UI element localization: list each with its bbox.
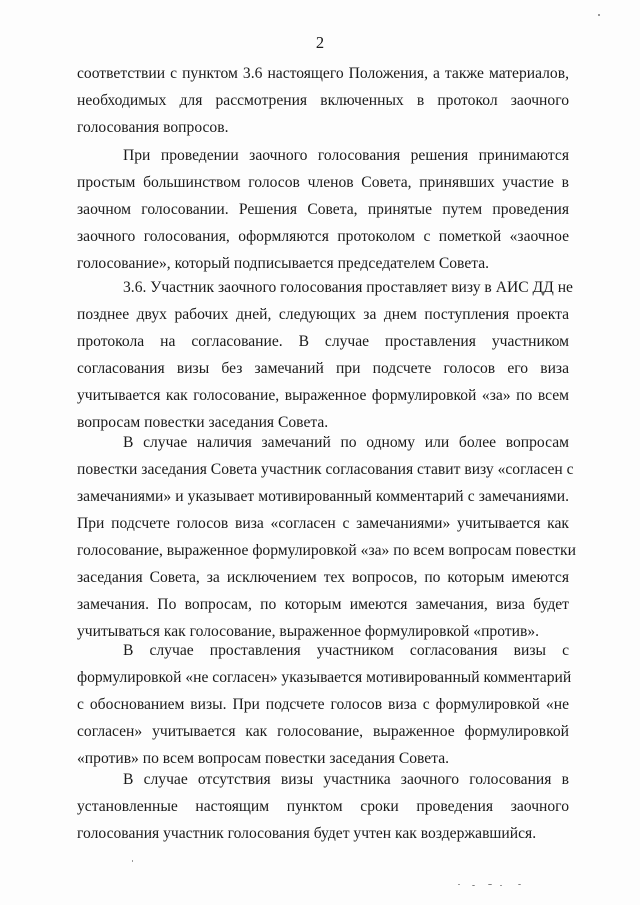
text-line: «против» по всем вопросам повестки заседания Совета. <box>77 750 450 767</box>
scan-speck <box>500 885 502 886</box>
text-line: заочного голосования, оформляются протоколом с пометкой «заочное <box>77 228 569 245</box>
text-line: заочном голосовании. Решения Совета, принятые путем проведения <box>77 201 569 218</box>
text-line: голосования вопросов. <box>77 119 229 136</box>
text-line: установленные настоящим пунктом сроки проведения заочного <box>77 798 569 815</box>
text-line: В случае отсутствия визы участника заочного голосования в <box>123 771 569 788</box>
text-line: необходимых для рассмотрения включенных в протокол заочного <box>77 92 569 109</box>
text-line: соответствии с пунктом 3.6 настоящего Положения, а также материалов, <box>77 65 569 82</box>
text-line: 3.6. Участник заочного голосования проставляет визу в АИС ДД не <box>123 279 573 296</box>
scan-speck <box>488 884 492 885</box>
text-line: с обоснованием визы. При подсчете голосов виза с формулировкой «не <box>77 696 569 713</box>
text-line: согласования визы без замечаний при подсчете голосов его виза <box>77 360 569 377</box>
text-line: позднее двух рабочих дней, следующих за днем поступления проекта <box>77 306 569 323</box>
scan-speck <box>458 884 460 885</box>
text-line: простым большинством голосов членов Совета, принявших участие в <box>77 174 569 191</box>
paragraph-continuation <box>77 60 569 141</box>
paragraph-clause-3-6 <box>77 274 573 436</box>
text-line: формулировкой «не согласен» указывается мотивированный комментарий <box>77 669 572 686</box>
text-line: При подсчете голосов виза «согласен с замечаниями» учитывается как <box>77 515 569 532</box>
paragraph-decisions <box>77 142 569 277</box>
text-line: замечаниями» и указывает мотивированный комментарий с замечаниями. <box>77 488 569 505</box>
scan-speck <box>132 860 133 862</box>
text-line: голосования участник голосования будет учтен как воздержавшийся. <box>77 825 537 842</box>
text-line: вопросам повестки заседания Совета. <box>77 414 329 431</box>
text-line: учитывается как голосование, выраженное формулировкой «за» по всем <box>77 387 569 404</box>
scan-speck <box>598 14 600 16</box>
paragraph-abstained <box>77 766 569 847</box>
paragraph-remarks <box>77 429 576 645</box>
text-line: В случае наличия замечаний по одному или более вопросам <box>123 434 569 451</box>
text-line: заседания Совета, за исключением тех вопросов, по которым имеются <box>77 569 569 586</box>
scan-speck <box>472 885 475 886</box>
text-line: учитываться как голосование, выраженное формулировкой «против». <box>77 623 540 640</box>
page-number: 2 <box>315 33 325 52</box>
text-line: повестки заседания Совета участник согласования ставит визу «согласен с <box>77 461 574 478</box>
text-line: согласен» учитывается как голосование, выраженное формулировкой <box>77 723 569 740</box>
text-line: замечания. По вопросам, по которым имеются замечания, виза будет <box>77 596 569 613</box>
text-line: протокола на согласование. В случае проставления участником <box>77 333 569 350</box>
text-line: При проведении заочного голосования решения принимаются <box>123 147 569 164</box>
text-line: голосование», который подписывается председателем Совета. <box>77 255 490 272</box>
text-line: В случае проставления участником согласования визы с <box>123 642 569 659</box>
scan-speck <box>518 884 521 885</box>
text-line: голосование, выраженное формулировкой «за» по всем вопросам повестки <box>77 542 576 559</box>
paragraph-not-agreed <box>77 637 572 772</box>
